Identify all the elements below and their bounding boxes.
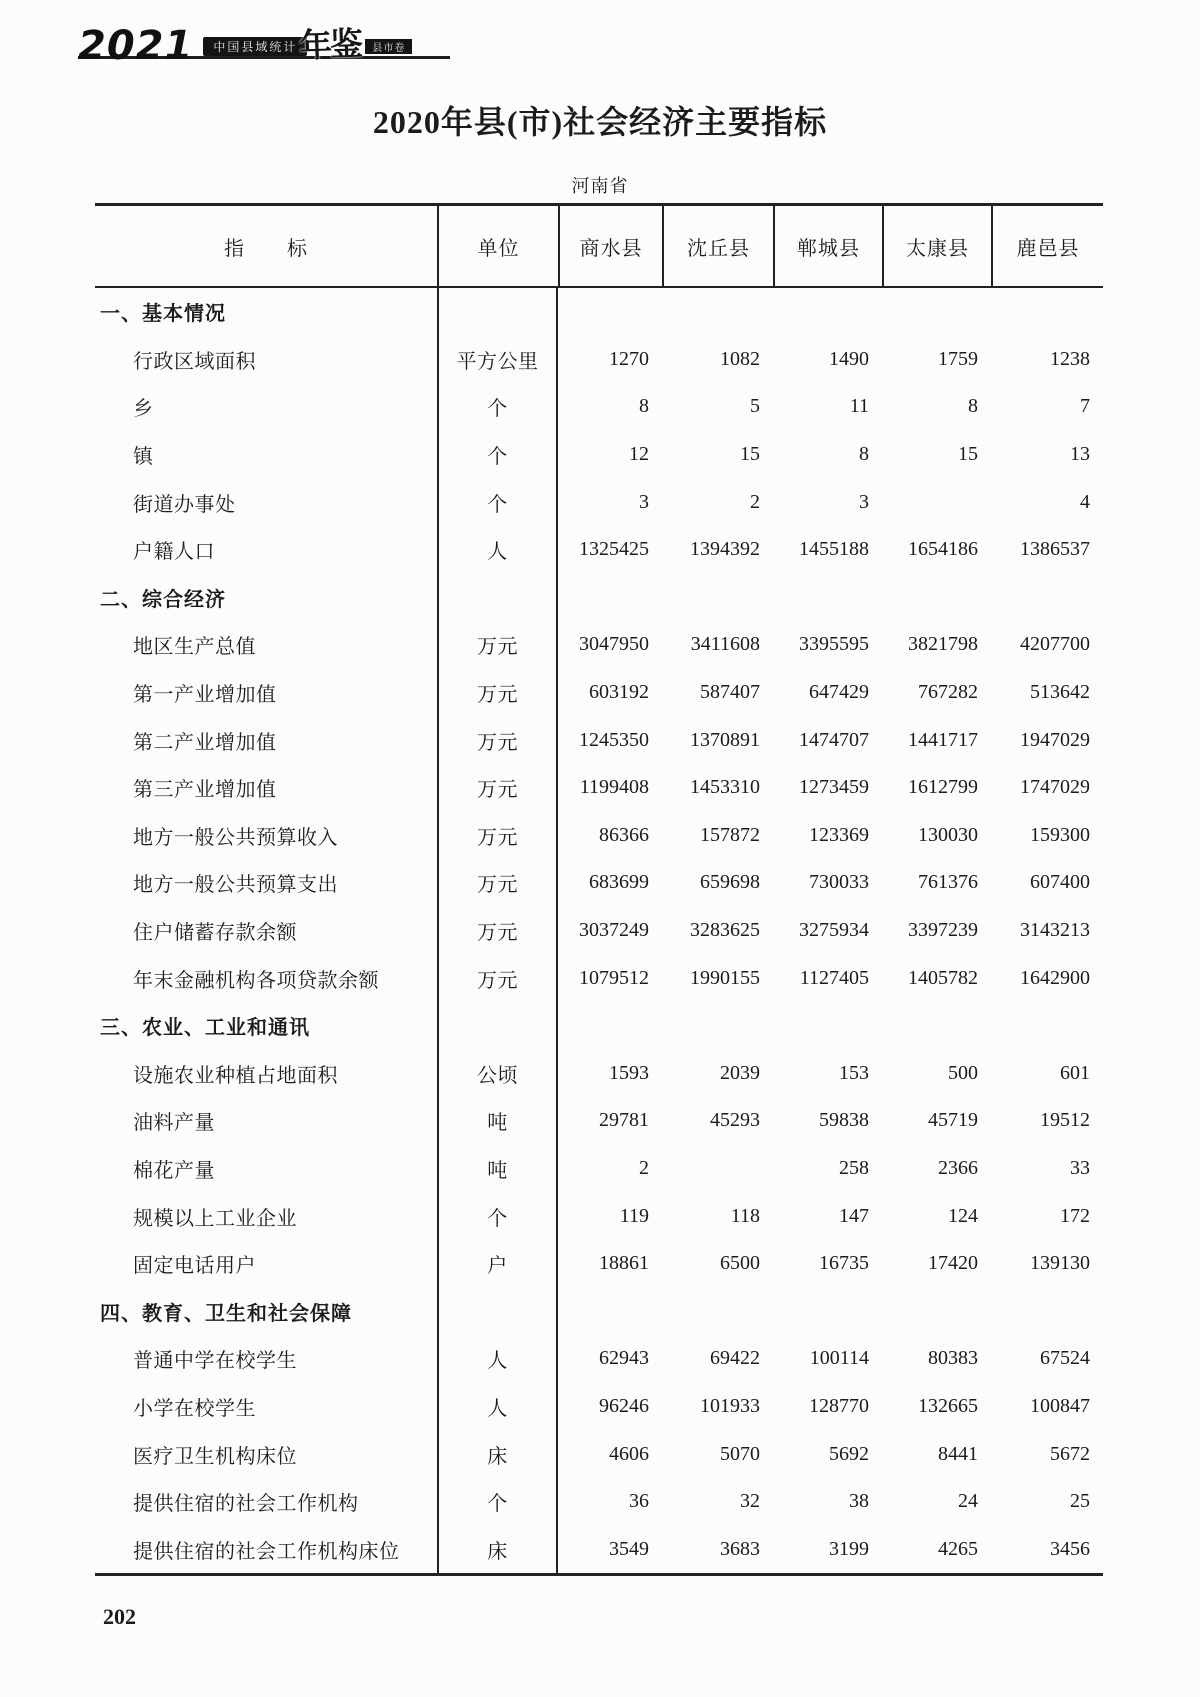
value-cell: 1759 — [938, 347, 978, 370]
unit-cell: 万元 — [437, 716, 558, 764]
value-cell: 3395595 — [799, 633, 869, 656]
table-row — [95, 383, 1103, 431]
value-cell: 13 — [1070, 443, 1090, 466]
value-cell: 8 — [968, 395, 978, 418]
indicator-cell: 一、基本情况 — [100, 303, 226, 326]
value-cell: 124 — [948, 1204, 978, 1227]
indicator-cell: 设施农业种植占地面积 — [133, 1064, 338, 1087]
unit-cell: 床 — [437, 1430, 558, 1478]
year-logo: 2021 — [78, 23, 194, 69]
value-cell: 24 — [958, 1490, 978, 1513]
value-cell: 767282 — [918, 681, 978, 704]
indicator-cell: 行政区域面积 — [133, 350, 256, 373]
value-cell: 15 — [740, 443, 760, 466]
unit-cell: 人 — [437, 1335, 558, 1383]
value-cell: 1270 — [609, 347, 649, 370]
value-cell: 1747029 — [1020, 776, 1090, 799]
value-cell: 80383 — [928, 1347, 978, 1370]
indicator-cell: 第二产业增加值 — [133, 731, 277, 754]
unit-cell: 吨 — [437, 1145, 558, 1193]
value-cell: 3821798 — [908, 633, 978, 656]
indicator-cell: 住户储蓄存款余额 — [133, 922, 297, 945]
indicator-cell: 三、农业、工业和通讯 — [100, 1017, 310, 1040]
table-row — [95, 1192, 1103, 1240]
value-cell: 132665 — [918, 1394, 978, 1417]
province-label: 河南省 — [571, 176, 629, 196]
yearbook-wordmark: 年鉴 — [298, 26, 362, 65]
value-cell: 1441717 — [908, 728, 978, 751]
value-cell: 123369 — [809, 823, 869, 846]
table-row — [95, 526, 1103, 574]
unit-cell: 床 — [437, 1525, 558, 1573]
value-cell: 96246 — [599, 1394, 649, 1417]
value-cell: 101933 — [700, 1394, 760, 1417]
value-cell: 3456 — [1050, 1537, 1090, 1560]
value-cell: 15 — [958, 443, 978, 466]
indicator-column-header: 指 标 — [224, 237, 308, 260]
region-column-header: 沈丘县 — [662, 206, 773, 286]
region-column-header: 郸城县 — [773, 206, 882, 286]
unit-cell: 个 — [437, 383, 558, 431]
indicator-cell: 街道办事处 — [133, 493, 236, 516]
table-row — [95, 1525, 1103, 1573]
table-row — [95, 478, 1103, 526]
page-title: 2020年县(市)社会经济主要指标 — [372, 104, 828, 140]
value-cell: 1453310 — [690, 776, 760, 799]
value-cell: 8441 — [938, 1442, 978, 1465]
unit-cell — [437, 288, 558, 336]
value-cell: 8 — [639, 395, 649, 418]
value-cell: 603192 — [589, 681, 649, 704]
value-cell: 36 — [629, 1490, 649, 1513]
value-cell: 1947029 — [1020, 728, 1090, 751]
indicator-cell: 户籍人口 — [133, 541, 215, 564]
table-row — [95, 1478, 1103, 1526]
unit-cell — [437, 574, 558, 622]
value-cell: 5672 — [1050, 1442, 1090, 1465]
value-cell: 2 — [750, 490, 760, 513]
value-cell: 1474707 — [799, 728, 869, 751]
table-row — [95, 716, 1103, 764]
table-row — [95, 1240, 1103, 1288]
unit-cell: 户 — [437, 1240, 558, 1288]
value-cell: 1238 — [1050, 347, 1090, 370]
value-cell: 25 — [1070, 1490, 1090, 1513]
indicator-cell: 小学在校学生 — [133, 1397, 256, 1420]
value-cell: 500 — [948, 1061, 978, 1084]
indicator-cell: 医疗卫生机构床位 — [133, 1445, 297, 1468]
value-cell: 513642 — [1030, 681, 1090, 704]
region-column-header: 商水县 — [558, 206, 662, 286]
table-header-row — [95, 206, 1103, 288]
table-row — [95, 1383, 1103, 1431]
table-row — [95, 907, 1103, 955]
value-cell: 32 — [740, 1490, 760, 1513]
value-cell: 659698 — [700, 871, 760, 894]
unit-cell: 万元 — [437, 859, 558, 907]
region-column-header: 鹿邑县 — [991, 206, 1103, 286]
value-cell: 1370891 — [690, 728, 760, 751]
value-cell: 5070 — [720, 1442, 760, 1465]
value-cell: 16735 — [819, 1252, 869, 1275]
section-row — [95, 288, 1103, 336]
section-row — [95, 1287, 1103, 1335]
value-cell: 130030 — [918, 823, 978, 846]
section-row — [95, 1002, 1103, 1050]
value-cell: 1127405 — [799, 966, 869, 989]
unit-cell: 个 — [437, 478, 558, 526]
table-row — [95, 1050, 1103, 1098]
unit-cell: 万元 — [437, 812, 558, 860]
value-cell: 45293 — [710, 1109, 760, 1132]
value-cell: 45719 — [928, 1109, 978, 1132]
value-cell: 1593 — [609, 1061, 649, 1084]
value-cell: 29781 — [599, 1109, 649, 1132]
unit-cell: 个 — [437, 431, 558, 479]
table-row — [95, 764, 1103, 812]
table-row — [95, 859, 1103, 907]
table-row — [95, 1097, 1103, 1145]
indicator-cell: 四、教育、卫生和社会保障 — [100, 1302, 352, 1325]
unit-cell: 个 — [437, 1192, 558, 1240]
value-cell: 1490 — [829, 347, 869, 370]
value-cell: 1386537 — [1020, 538, 1090, 561]
value-cell: 761376 — [918, 871, 978, 894]
unit-cell — [437, 1287, 558, 1335]
value-cell: 2039 — [720, 1061, 760, 1084]
series-badge: 中国县域统计 — [203, 37, 307, 56]
value-cell: 1245350 — [579, 728, 649, 751]
table-row — [95, 336, 1103, 384]
value-cell: 683699 — [589, 871, 649, 894]
region-column-header: 太康县 — [882, 206, 991, 286]
value-cell: 3683 — [720, 1537, 760, 1560]
value-cell: 730033 — [809, 871, 869, 894]
indicator-cell: 年末金融机构各项贷款余额 — [133, 969, 379, 992]
table-row — [95, 1335, 1103, 1383]
value-cell: 8 — [859, 443, 869, 466]
value-cell: 17420 — [928, 1252, 978, 1275]
section-row — [95, 574, 1103, 622]
value-cell: 5692 — [829, 1442, 869, 1465]
value-cell: 1082 — [720, 347, 760, 370]
value-cell: 7 — [1080, 395, 1090, 418]
value-cell: 3143213 — [1020, 919, 1090, 942]
value-cell: 3 — [859, 490, 869, 513]
unit-cell: 公顷 — [437, 1050, 558, 1098]
value-cell: 1642900 — [1020, 966, 1090, 989]
indicator-cell: 提供住宿的社会工作机构 — [133, 1493, 359, 1516]
indicators-table — [95, 203, 1103, 1576]
value-cell: 647429 — [809, 681, 869, 704]
value-cell: 3047950 — [579, 633, 649, 656]
value-cell: 86366 — [599, 823, 649, 846]
value-cell: 587407 — [700, 681, 760, 704]
value-cell: 119 — [619, 1204, 649, 1227]
value-cell: 157872 — [700, 823, 760, 846]
value-cell: 2 — [639, 1156, 649, 1179]
unit-cell: 人 — [437, 1383, 558, 1431]
value-cell: 258 — [839, 1156, 869, 1179]
indicator-cell: 地方一般公共预算支出 — [133, 874, 338, 897]
table-row — [95, 1430, 1103, 1478]
unit-cell: 万元 — [437, 764, 558, 812]
indicator-cell: 固定电话用户 — [133, 1255, 256, 1278]
value-cell: 1990155 — [690, 966, 760, 989]
value-cell: 3411608 — [690, 633, 760, 656]
unit-cell — [437, 1002, 558, 1050]
value-cell: 3037249 — [579, 919, 649, 942]
value-cell: 62943 — [599, 1347, 649, 1370]
table-row — [95, 621, 1103, 669]
table-row — [95, 431, 1103, 479]
value-cell: 100114 — [809, 1347, 869, 1370]
indicator-cell: 棉花产量 — [133, 1159, 215, 1182]
value-cell: 1654186 — [908, 538, 978, 561]
unit-cell: 万元 — [437, 621, 558, 669]
table-row — [95, 812, 1103, 860]
table-row — [95, 669, 1103, 717]
value-cell: 4606 — [609, 1442, 649, 1465]
value-cell: 6500 — [720, 1252, 760, 1275]
table-body — [95, 288, 1103, 1573]
value-cell: 18861 — [599, 1252, 649, 1275]
unit-cell: 万元 — [437, 954, 558, 1002]
value-cell: 1394392 — [690, 538, 760, 561]
value-cell: 147 — [839, 1204, 869, 1227]
value-cell: 1612799 — [908, 776, 978, 799]
indicator-cell: 油料产量 — [133, 1112, 215, 1135]
value-cell: 3549 — [609, 1537, 649, 1560]
value-cell: 2366 — [938, 1156, 978, 1179]
value-cell: 1199408 — [579, 776, 649, 799]
indicator-cell: 规模以上工业企业 — [133, 1207, 297, 1230]
indicator-cell: 地区生产总值 — [133, 636, 256, 659]
unit-cell: 吨 — [437, 1097, 558, 1145]
value-cell: 3 — [639, 490, 649, 513]
masthead — [78, 24, 412, 68]
page-number: 202 — [103, 1604, 136, 1629]
value-cell: 1273459 — [799, 776, 869, 799]
value-cell: 601 — [1060, 1061, 1090, 1084]
indicator-cell: 乡 — [133, 398, 154, 421]
volume-badge: 县市卷 — [365, 39, 412, 54]
unit-cell: 万元 — [437, 907, 558, 955]
value-cell: 118 — [730, 1204, 760, 1227]
value-cell: 159300 — [1030, 823, 1090, 846]
indicator-cell: 第一产业增加值 — [133, 684, 277, 707]
indicator-cell: 第三产业增加值 — [133, 779, 277, 802]
value-cell: 4265 — [938, 1537, 978, 1560]
table-row — [95, 1145, 1103, 1193]
value-cell: 33 — [1070, 1156, 1090, 1179]
unit-column-header: 单位 — [437, 206, 558, 286]
value-cell: 19512 — [1040, 1109, 1090, 1132]
value-cell: 1455188 — [799, 538, 869, 561]
value-cell: 69422 — [710, 1347, 760, 1370]
value-cell: 607400 — [1030, 871, 1090, 894]
value-cell: 172 — [1060, 1204, 1090, 1227]
value-cell: 3397239 — [908, 919, 978, 942]
value-cell: 4207700 — [1020, 633, 1090, 656]
value-cell: 1325425 — [579, 538, 649, 561]
indicator-cell: 普通中学在校学生 — [133, 1350, 297, 1373]
value-cell: 139130 — [1030, 1252, 1090, 1275]
value-cell: 11 — [849, 395, 869, 418]
value-cell: 4 — [1080, 490, 1090, 513]
value-cell: 1079512 — [579, 966, 649, 989]
table-row — [95, 954, 1103, 1002]
value-cell: 5 — [750, 395, 760, 418]
value-cell: 1405782 — [908, 966, 978, 989]
unit-cell: 个 — [437, 1478, 558, 1526]
value-cell: 3283625 — [690, 919, 760, 942]
unit-cell: 人 — [437, 526, 558, 574]
value-cell: 67524 — [1040, 1347, 1090, 1370]
value-cell: 12 — [629, 443, 649, 466]
unit-cell: 万元 — [437, 669, 558, 717]
value-cell: 59838 — [819, 1109, 869, 1132]
value-cell: 38 — [849, 1490, 869, 1513]
value-cell: 153 — [839, 1061, 869, 1084]
indicator-cell: 镇 — [133, 446, 154, 469]
value-cell: 100847 — [1030, 1394, 1090, 1417]
indicator-cell: 提供住宿的社会工作机构床位 — [133, 1540, 400, 1563]
value-cell: 3199 — [829, 1537, 869, 1560]
value-cell: 128770 — [809, 1394, 869, 1417]
indicator-cell: 二、综合经济 — [100, 588, 226, 611]
indicator-cell: 地方一般公共预算收入 — [133, 826, 338, 849]
value-cell: 3275934 — [799, 919, 869, 942]
unit-cell: 平方公里 — [437, 336, 558, 384]
